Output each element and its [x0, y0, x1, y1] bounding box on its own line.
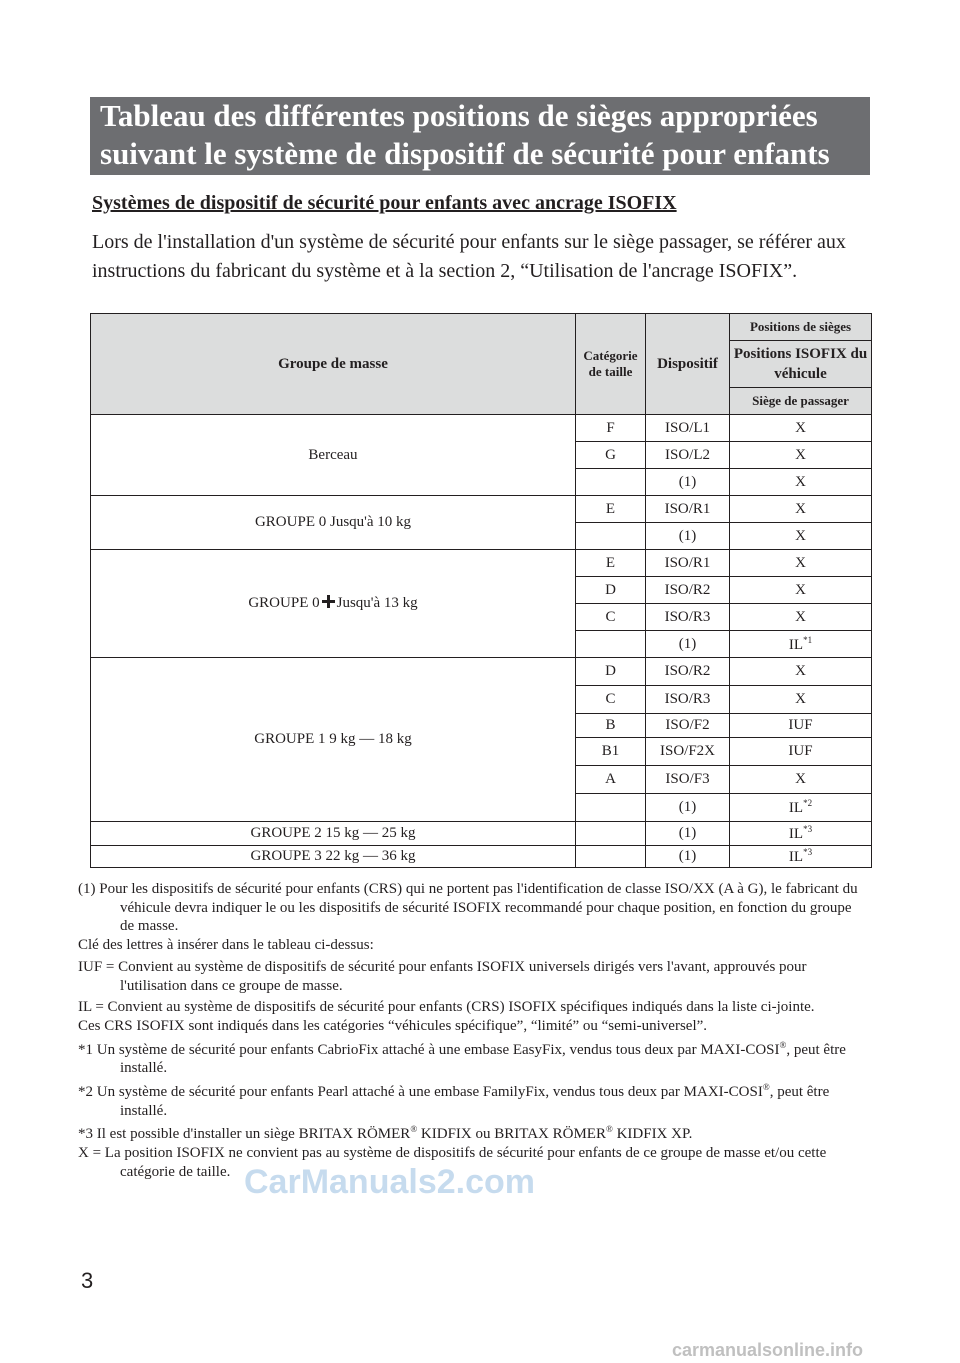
- table-row: [91, 846, 872, 868]
- category-cell: C: [576, 604, 646, 631]
- watermark-carmanuals: CarManuals2.com: [244, 1163, 535, 1201]
- value-cell: IL$^{*3}$: [730, 822, 872, 846]
- value-cell: X: [730, 523, 872, 550]
- isofix-positions-table: [90, 313, 872, 868]
- note-1: (1) Pour les dispositifs de sécurité pour enfants (CRS) qui ne portent pas l'identification de classe ISO/XX (A à G), le fabricant du véhicule devra indiquer le ou les dispositifs de sécurité ISOFIX recommandé pour chaque position, en fonction du groupe de masse.: [78, 881, 858, 935]
- footnotes: [78, 880, 868, 1182]
- value-cell: IL$^{*3}$: [730, 846, 872, 868]
- device-cell: (1): [646, 822, 730, 846]
- table-row: [91, 415, 872, 442]
- value-cell: X: [730, 496, 872, 523]
- table-row: [91, 550, 872, 577]
- value-cell: X: [730, 442, 872, 469]
- device-cell: (1): [646, 631, 730, 658]
- table-row: [91, 822, 872, 846]
- category-cell: [576, 523, 646, 550]
- category-cell: [576, 794, 646, 822]
- category-cell: G: [576, 442, 646, 469]
- category-cell: [576, 846, 646, 868]
- value-cell: X: [730, 766, 872, 794]
- category-cell: [576, 469, 646, 496]
- value-cell: X: [730, 550, 872, 577]
- group-cell: GROUPE 0 Jusqu'à 13 kg: [91, 550, 576, 658]
- category-cell: A: [576, 766, 646, 794]
- group-cell: GROUPE 0 Jusqu'à 10 kg: [91, 496, 576, 550]
- table-row: [91, 658, 872, 686]
- device-cell: (1): [646, 846, 730, 868]
- note-star-1: *1 Un système de sécurité pour enfants CabrioFix attaché à une embase EasyFix, vendus tous deux par MAXI-COSI®, peut être installé.: [78, 1039, 846, 1077]
- note-star-2: *2 Un système de sécurité pour enfants Pearl attaché à une embase FamilyFix, vendus tous deux par MAXI-COSI®, peut être installé.: [78, 1082, 830, 1119]
- category-cell: F: [576, 415, 646, 442]
- header-categorie-de-taille: Catégorie de taille: [576, 314, 646, 415]
- value-cell: X: [730, 469, 872, 496]
- note-iuf: IUF = Convient au système de dispositifs de sécurité pour enfants ISOFIX universels dirigés vers l'avant, approuvés pour l'utilisation dans ce groupe de masse.: [78, 958, 807, 994]
- intro-paragraph: Lors de l'installation d'un système de sécurité pour enfants sur le siège passager, se référer aux instructions du fabricant du système et à la section 2, “Utilisation de l'ancrage ISOFIX”.: [92, 231, 846, 282]
- header-positions-isofix: Positions ISOFIX du véhicule: [730, 341, 872, 388]
- device-cell: ISO/R2: [646, 577, 730, 604]
- category-cell: C: [576, 686, 646, 714]
- value-cell: IUF: [730, 714, 872, 738]
- group-cell: GROUPE 1 9 kg — 18 kg: [91, 658, 576, 822]
- value-cell: X: [730, 658, 872, 686]
- header-groupe-de-masse: Groupe de masse: [91, 314, 576, 415]
- category-cell: D: [576, 577, 646, 604]
- value-cell: X: [730, 686, 872, 714]
- device-cell: ISO/R3: [646, 604, 730, 631]
- watermark-site: carmanualsonline.info: [672, 1340, 864, 1360]
- device-cell: ISO/F2: [646, 714, 730, 738]
- device-cell: ISO/L2: [646, 442, 730, 469]
- category-cell: E: [576, 496, 646, 523]
- title-line-1: Tableau des différentes positions de sièges appropriées: [100, 98, 818, 133]
- group-cell: GROUPE 2 15 kg — 25 kg: [91, 822, 576, 846]
- device-cell: ISO/F3: [646, 766, 730, 794]
- device-cell: ISO/R1: [646, 550, 730, 577]
- value-cell: IUF: [730, 738, 872, 766]
- device-cell: ISO/R3: [646, 686, 730, 714]
- title-line-2: suivant le système de dispositif de sécurité pour enfants: [100, 136, 830, 171]
- header-dispositif: Dispositif: [646, 314, 730, 415]
- category-cell: B1: [576, 738, 646, 766]
- plus-icon: [322, 595, 335, 608]
- table-row: [91, 496, 872, 523]
- header-siege-de-passager: Siège de passager: [730, 388, 872, 415]
- category-cell: [576, 631, 646, 658]
- category-cell: D: [576, 658, 646, 686]
- page-number: 3: [81, 1268, 94, 1293]
- note-crs-categories: Ces CRS ISOFIX sont indiqués dans les catégories “véhicules spécifique”, “limité” ou “semi-universel”.: [78, 1017, 708, 1034]
- device-cell: ISO/R2: [646, 658, 730, 686]
- category-cell: E: [576, 550, 646, 577]
- note-key-intro: Clé des lettres à insérer dans le tableau ci-dessus:: [78, 937, 374, 954]
- title-banner: [90, 97, 870, 175]
- device-cell: (1): [646, 794, 730, 822]
- device-cell: ISO/F2X: [646, 738, 730, 766]
- value-cell: X: [730, 415, 872, 442]
- note-il: IL = Convient au système de dispositifs de sécurité pour enfants (CRS) ISOFIX spécifiques indiqués dans la liste ci-jointe.: [78, 999, 815, 1016]
- category-cell: [576, 822, 646, 846]
- device-cell: (1): [646, 523, 730, 550]
- note-x: X = La position ISOFIX ne convient pas au système de dispositifs de sécurité pour enfants de ce groupe de masse et/ou cette catégorie de taille.: [78, 1145, 827, 1180]
- device-cell: (1): [646, 469, 730, 496]
- category-cell: B: [576, 714, 646, 738]
- group-cell: Berceau: [91, 415, 576, 496]
- value-cell: IL$^{*2}$: [730, 794, 872, 822]
- section-subtitle: Systèmes de dispositif de sécurité pour enfants avec ancrage ISOFIX: [92, 192, 677, 214]
- note-star-3: *3 Il est possible d'installer un siège BRITAX RÖMER® KIDFIX ou BRITAX RÖMER® KIDFIX XP.: [78, 1124, 693, 1143]
- value-cell: IL$^{*1}$: [730, 631, 872, 658]
- group-cell: GROUPE 3 22 kg — 36 kg: [91, 846, 576, 868]
- value-cell: X: [730, 604, 872, 631]
- value-cell: X: [730, 577, 872, 604]
- device-cell: ISO/R1: [646, 496, 730, 523]
- header-positions-de-sieges: Positions de sièges: [730, 314, 872, 341]
- device-cell: ISO/L1: [646, 415, 730, 442]
